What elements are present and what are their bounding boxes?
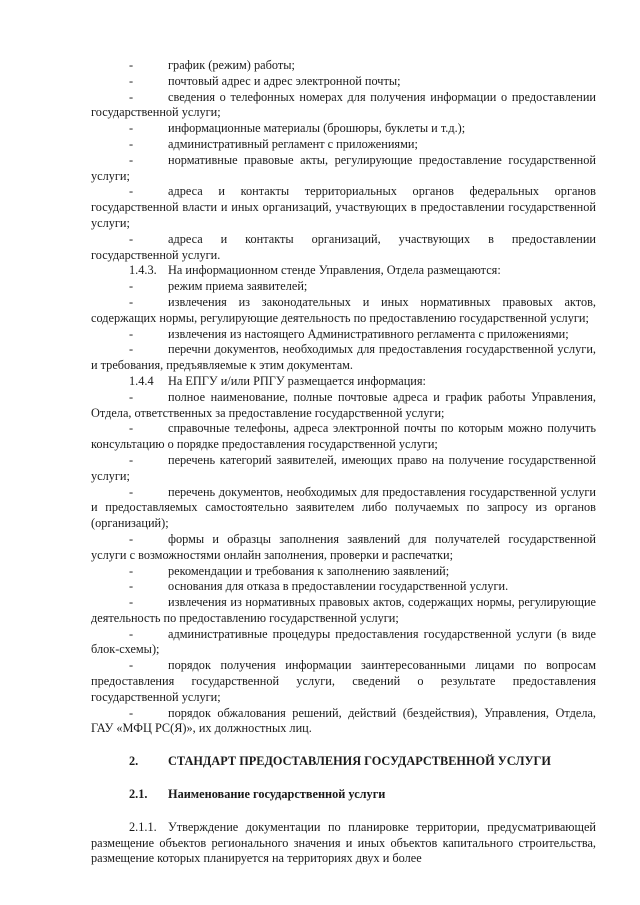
list-bullet-dash: - xyxy=(129,279,134,294)
list-bullet-dash: - xyxy=(129,294,134,309)
list-bullet-dash: - xyxy=(129,389,134,404)
list-item-text: основания для отказа в предоставлении государственной услуги. xyxy=(168,579,509,594)
list-bullet-dash: - xyxy=(129,595,134,610)
list-item-text: извлечения из нормативных правовых актов, содержащих нормы, регулирующие деятельность по предоставлению государственной услуги; xyxy=(91,595,596,625)
list-bullet-dash: - xyxy=(129,342,134,357)
section-1-4-4 xyxy=(91,374,596,390)
list-bullet-dash: - xyxy=(129,705,134,720)
heading-text: СТАНДАРТ ПРЕДОСТАВЛЕНИЯ ГОСУДАРСТВЕННОЙ УСЛУГИ xyxy=(168,754,551,769)
list-bullet-dash: - xyxy=(129,231,134,246)
section-text: Утверждение документации по планировке территории, предусматривающей размещение объектов регионального значения и иных объектов капитального строительства, размещение которых планируется на территориях двух и более xyxy=(91,819,596,866)
section-2-1-heading xyxy=(91,787,596,803)
list-item-text: извлечения из законодательных и иных нормативных правовых актов, содержащих нормы, регулирующие деятельность по предоставлению государственной услуги; xyxy=(91,294,596,325)
list-item-text: административный регламент с приложениями; xyxy=(168,136,418,151)
list-item-text: справочные телефоны, адреса электронной почты по которым можно получить консультацию о порядке предоставления государственной услуги; xyxy=(91,421,596,452)
heading-number: 2. xyxy=(129,754,139,769)
list-bullet-dash: - xyxy=(129,58,134,72)
list-bullet-dash: - xyxy=(129,152,134,167)
list-item xyxy=(91,532,596,564)
section-text: На ЕПГУ и/или РПГУ размещается информация: xyxy=(168,373,426,388)
list-item-text: порядок обжалования решений, действий (бездействия), Управления, Отдела, ГАУ «МФЦ РС(Я)», их должностных лиц. xyxy=(91,705,596,736)
list-item xyxy=(91,279,596,295)
list-item-text: почтовый адрес и адрес электронной почты; xyxy=(168,73,401,88)
list-bullet-dash: - xyxy=(129,184,134,199)
list-item xyxy=(91,390,596,422)
info-stand-list xyxy=(91,279,596,374)
list-item-text: график (режим) работы; xyxy=(168,58,295,72)
section-2-1-1 xyxy=(91,820,596,867)
list-item-text: порядок получения информации заинтересованными лицами по вопросам предоставления государственной услуги, сведений о результате предоставления государственной услуги; xyxy=(91,658,596,704)
list-bullet-dash: - xyxy=(129,626,134,641)
list-item xyxy=(91,90,596,122)
list-item-text: нормативные правовые акты, регулирующие предоставление государственной услуги; xyxy=(91,152,596,183)
heading-text: Наименование государственной услуги xyxy=(168,787,386,802)
list-bullet-dash: - xyxy=(129,326,134,341)
list-item xyxy=(91,421,596,453)
list-bullet-dash: - xyxy=(129,136,134,151)
list-item-text: перечни документов, необходимых для предоставления государственной услуги, и требования, предъявляемые к этим документам. xyxy=(91,342,596,373)
list-item xyxy=(91,627,596,659)
list-item xyxy=(91,595,596,627)
list-bullet-dash: - xyxy=(129,484,134,499)
section-1-4-3 xyxy=(91,263,596,279)
list-item xyxy=(91,579,596,595)
section-number: 1.4.3. xyxy=(129,263,157,278)
list-bullet-dash: - xyxy=(129,89,134,104)
list-item xyxy=(91,564,596,580)
list-item-text: адреса и контакты организаций, участвующих в предоставлении государственной услуги. xyxy=(91,231,596,262)
list-item xyxy=(91,184,596,231)
list-bullet-dash: - xyxy=(129,73,134,88)
section-2-heading xyxy=(91,754,596,770)
list-item-text: формы и образцы заполнения заявлений для получателей государственной услуги с возможностями онлайн заполнения, проверки и распечатки; xyxy=(91,531,596,562)
list-bullet-dash: - xyxy=(129,658,134,673)
list-bullet-dash: - xyxy=(129,421,134,436)
list-item-text: режим приема заявителей; xyxy=(168,279,308,294)
list-item xyxy=(91,137,596,153)
list-item xyxy=(91,706,596,738)
list-item xyxy=(91,74,596,90)
list-bullet-dash: - xyxy=(129,452,134,467)
list-item-text: рекомендации и требования к заполнению заявлений; xyxy=(168,563,450,578)
list-bullet-dash: - xyxy=(129,531,134,546)
section-number: 1.4.4 xyxy=(129,373,154,388)
document-content xyxy=(91,58,596,867)
list-bullet-dash: - xyxy=(129,121,134,136)
list-item-text: полное наименование, полные почтовые адреса и график работы Управления, Отдела, ответственных за предоставление государственной услуги; xyxy=(91,389,596,420)
list-item xyxy=(91,485,596,532)
list-item xyxy=(91,58,596,74)
list-item-text: адреса и контакты территориальных органов федеральных органов государственной власти и иных организаций, участвующих в предоставлении государственной услуги; xyxy=(91,184,596,230)
list-item-text: информационные материалы (брошюры, буклеты и т.д.); xyxy=(168,121,466,136)
list-item xyxy=(91,295,596,327)
list-item xyxy=(91,342,596,374)
list-item-text: сведения о телефонных номерах для получения информации о предоставлении государственной услуги; xyxy=(91,89,596,120)
list-bullet-dash: - xyxy=(129,579,134,594)
section-number: 2.1.1. xyxy=(129,819,157,834)
section-text: На информационном стенде Управления, Отдела размещаются: xyxy=(168,263,501,278)
list-item-text: административные процедуры предоставления государственной услуги (в виде блок-схемы); xyxy=(91,626,596,657)
list-item-text: перечень категорий заявителей, имеющих право на получение государственной услуги; xyxy=(91,452,596,483)
heading-number: 2.1. xyxy=(129,787,148,802)
list-item-text: извлечения из настоящего Административного регламента с приложениями; xyxy=(168,326,569,341)
list-item xyxy=(91,453,596,485)
list-bullet-dash: - xyxy=(129,563,134,578)
info-materials-list xyxy=(91,58,596,263)
list-item xyxy=(91,153,596,185)
portal-info-list xyxy=(91,390,596,738)
list-item xyxy=(91,121,596,137)
list-item-text: перечень документов, необходимых для предоставления государственной услуги и предоставляемых самостоятельно заявителем либо получаемых по запросу из органов (организаций); xyxy=(91,484,596,531)
list-item xyxy=(91,327,596,343)
list-item xyxy=(91,232,596,264)
list-item xyxy=(91,658,596,705)
